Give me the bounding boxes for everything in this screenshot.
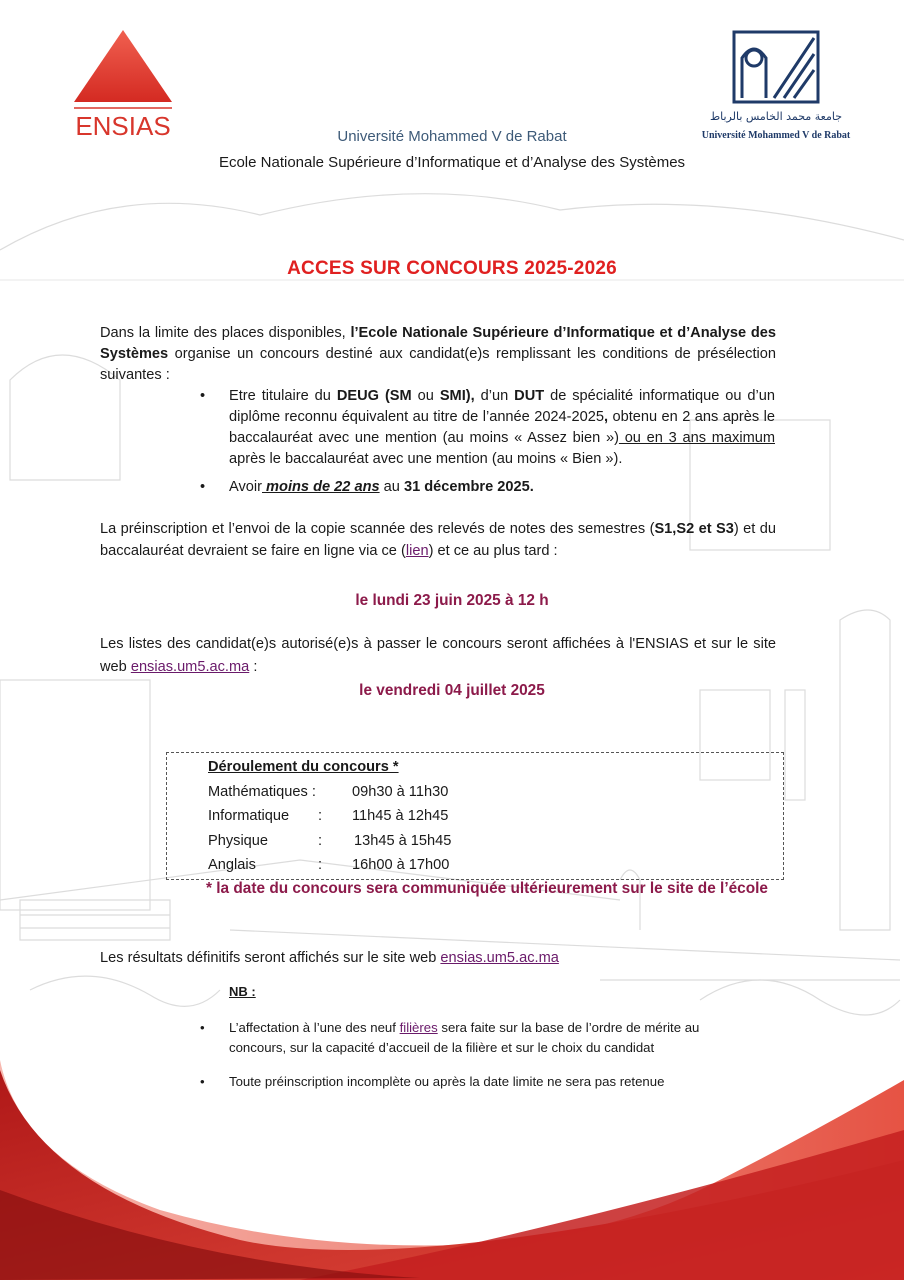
lists-date: le vendredi 04 juillet 2025 <box>359 682 545 699</box>
page-title: ACCES SUR CONCOURS 2025-2026 <box>287 258 617 279</box>
condition-diploma: • Etre titulaire du DEUG (SM ou SMI), d’un DUT de spécialité informatique ou d’un diplôme reconnu équivalent au titre de l’année 2024-2025, obtenu en 2 ans après le baccalauréat avec une mention (au moins « Assez bien ») ou en 3 ans maximum après le baccalauréat avec une mention (au moins « Bien »). <box>200 388 776 467</box>
bullet-icon: • <box>200 479 206 495</box>
deadline-date: le lundi 23 juin 2025 à 12 h <box>355 592 549 609</box>
intro-paragraph: Dans la limite des places disponibles, l’Ecole Nationale Supérieure d’Informatique et d’Analyse des Systèmes organise un concours destiné aux candidat(e)s remplissant les conditions de présélection suivantes : <box>100 325 776 383</box>
condition-age: • Avoir moins de 22 ans au 31 décembre 2025. <box>200 477 775 498</box>
university-name: Université Mohammed V de Rabat <box>337 128 567 145</box>
nb-item-affectation: • L’affectation à l’une des neuf filières sera faite sur la base de l’ordre de mérite au concours, sur la capacité d’accueil de la filière et sur le choix du candidat <box>200 1020 700 1055</box>
bullet-icon: • <box>200 1074 205 1089</box>
results-paragraph: Les résultats définitifs seront affichés sur le site web ensias.um5.ac.ma <box>100 950 559 966</box>
um5-logo-text: Université Mohammed V de Rabat <box>701 130 851 141</box>
nb-label: NB : <box>229 984 256 999</box>
ensias-logo <box>52 28 194 144</box>
ensias-triangle-icon <box>74 30 172 102</box>
schedule-note: * la date du concours sera communiquée ultérieurement sur le site de l’école <box>206 880 768 897</box>
ensias-logo-text: ENSIAS <box>75 111 171 141</box>
filieres-link[interactable]: filières <box>399 1020 438 1035</box>
ensias-website-link[interactable]: ensias.um5.ac.ma <box>130 659 250 675</box>
school-name: Ecole Nationale Supérieure d’Informatique et d’Analyse des Systèmes <box>218 154 686 171</box>
schedule-row: Informatique : 11h45 à 12h45 <box>208 808 449 824</box>
nb-item-incomplete: • Toute préinscription incomplète ou après la date limite ne sera pas retenue <box>200 1072 760 1092</box>
schedule-row: Anglais : 16h00 à 17h00 <box>208 857 450 873</box>
preinscription-link[interactable]: lien <box>405 543 429 559</box>
um5-arabic-text: جامعة محمد الخامس بالرباط <box>709 110 843 123</box>
preinscription-paragraph: La préinscription et l’envoi de la copie scannée des relevés de notes des semestres (S1,S2 et S3) et du baccalauréat devraient se faire en ligne via ce (lien) et ce au plus tard : <box>100 521 776 559</box>
exam-schedule-box <box>166 752 784 880</box>
results-website-link[interactable]: ensias.um5.ac.ma <box>440 950 559 966</box>
lists-paragraph: Les listes des candidat(e)s autorisé(e)s à passer le concours seront affichées à l'ENSIAS et sur le site web ensias.um5.ac.ma : <box>100 636 776 675</box>
schedule-heading: Déroulement du concours * <box>208 759 399 775</box>
schedule-row: Mathématiques : 09h30 à 11h30 <box>208 783 449 800</box>
um5-emblem-icon <box>734 32 818 102</box>
bullet-icon: • <box>200 1020 205 1035</box>
schedule-row: Physique : 13h45 à 15h45 <box>208 832 452 849</box>
bullet-icon: • <box>200 388 206 404</box>
